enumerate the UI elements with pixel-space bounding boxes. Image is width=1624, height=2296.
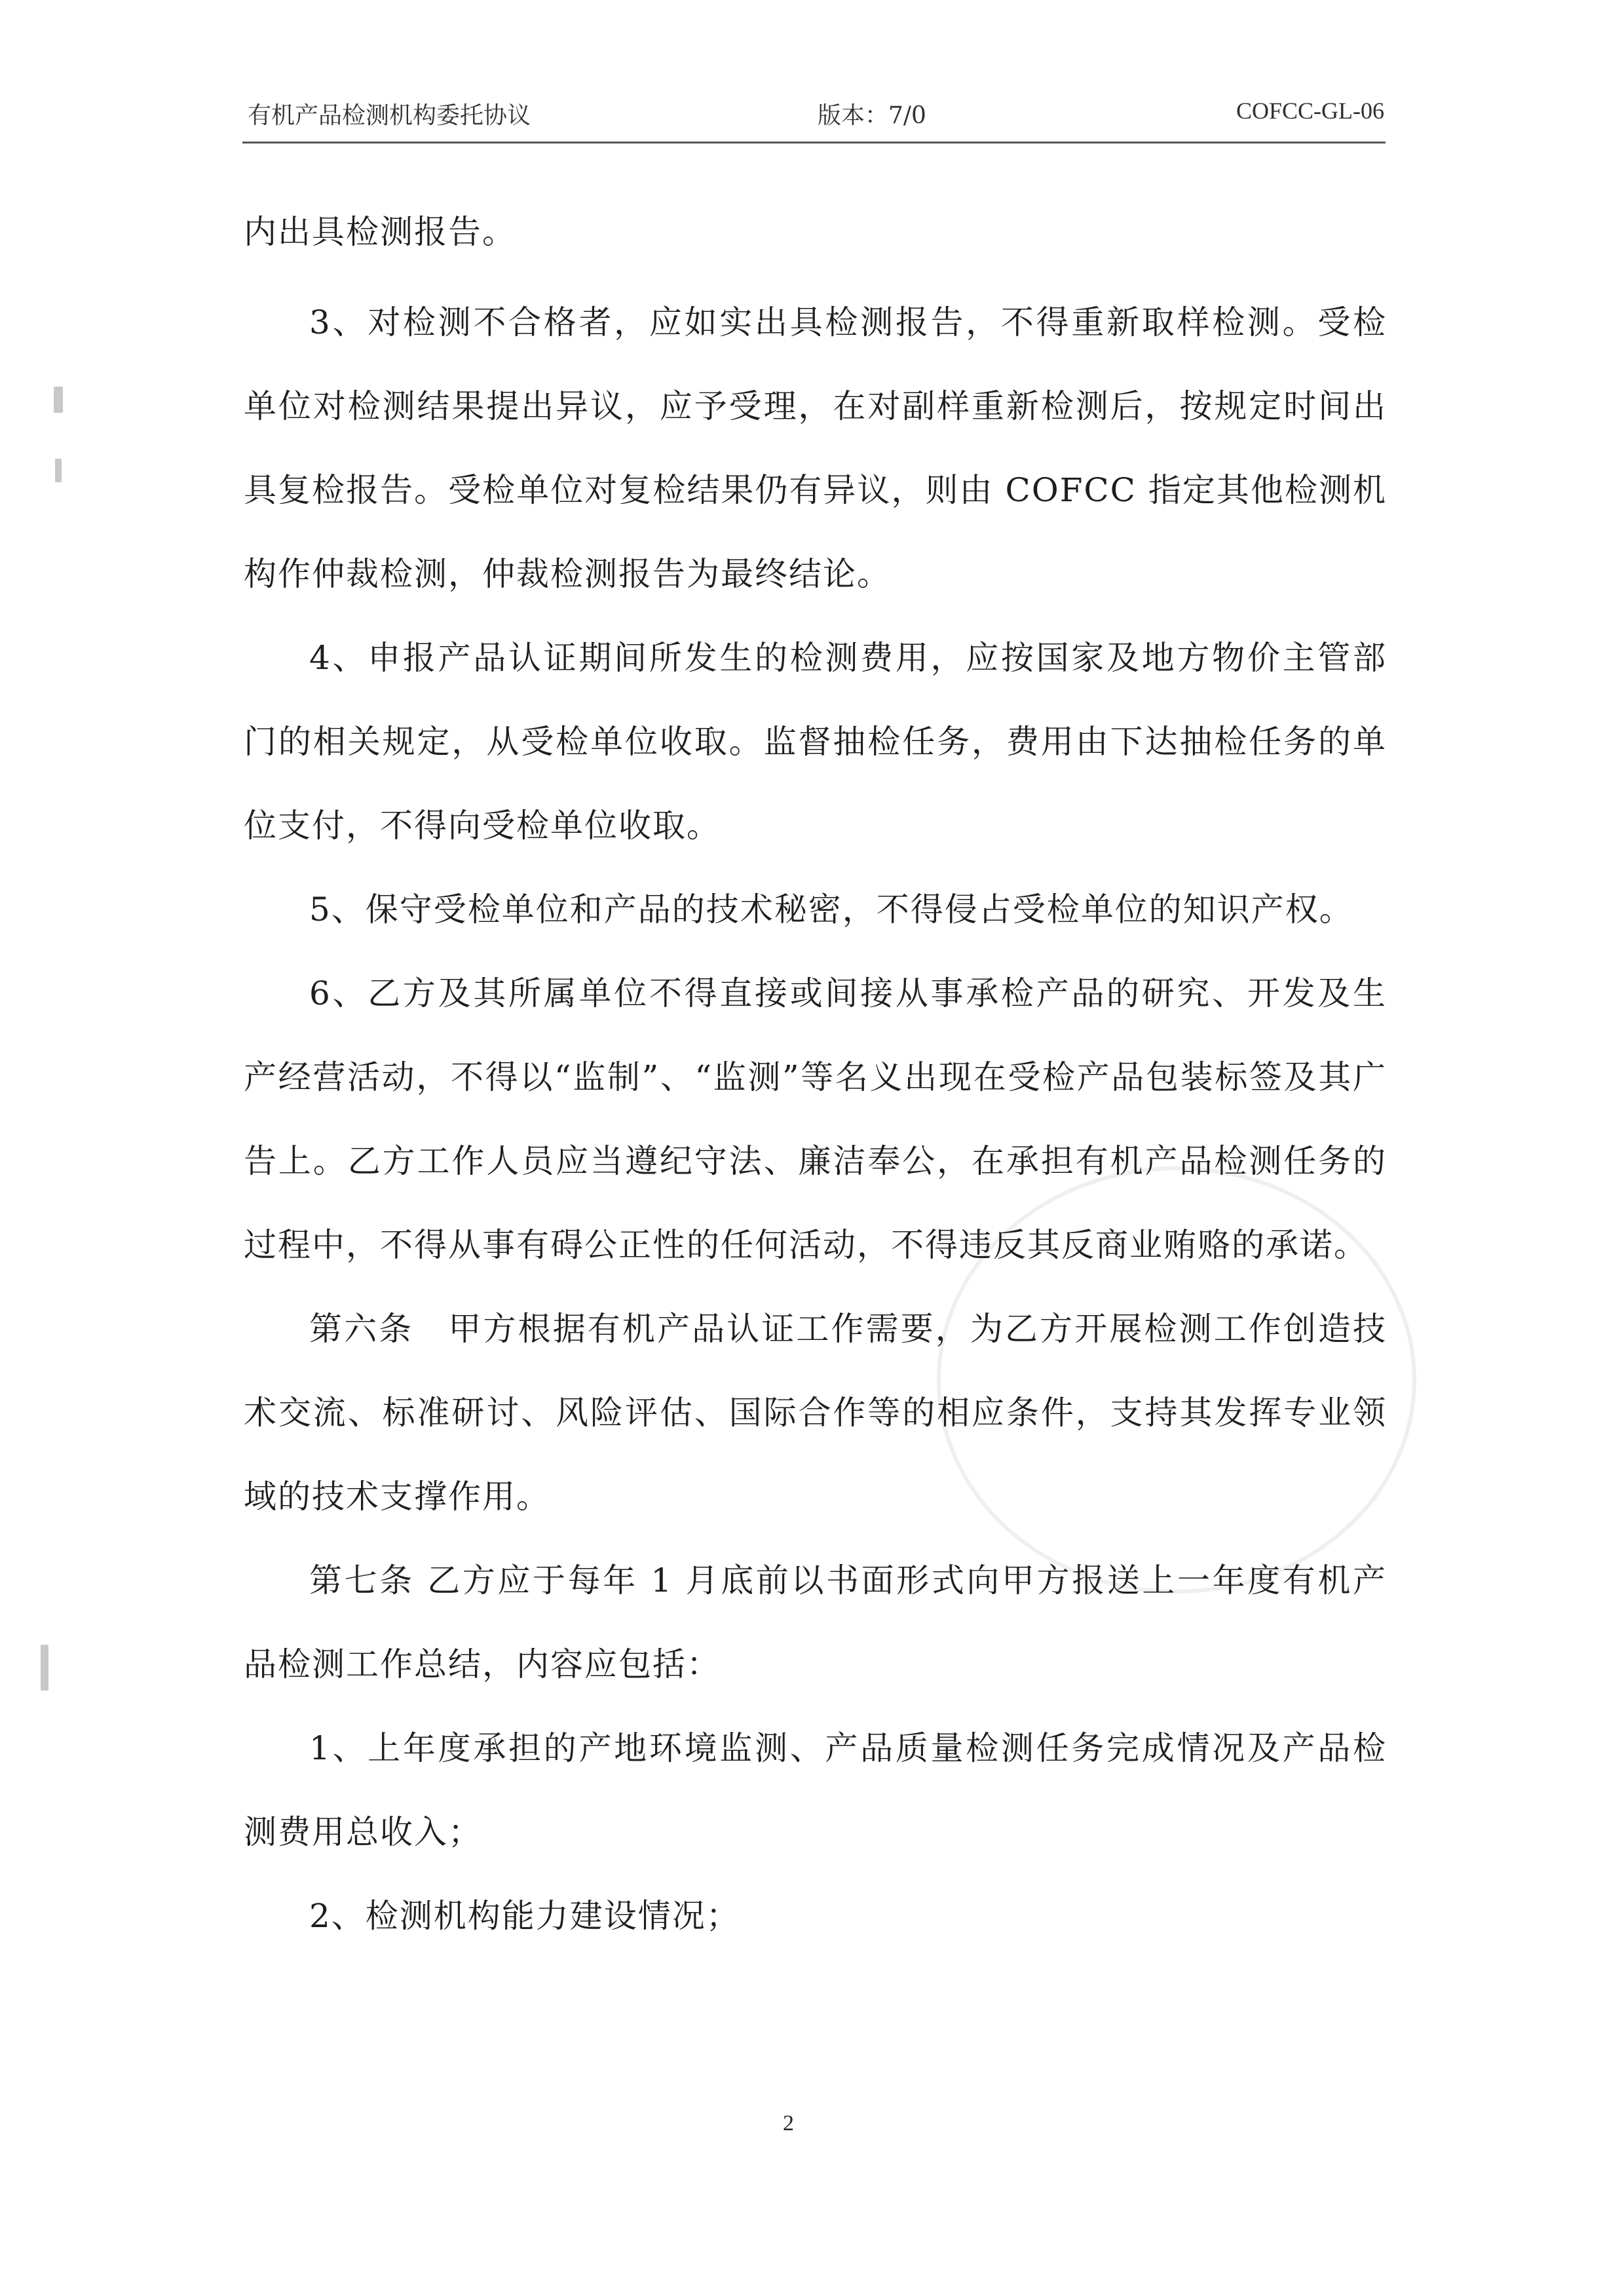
scan-artifact <box>55 459 62 482</box>
header-version: 版本：7/0 <box>818 102 926 129</box>
paragraph-article-7-item-2: 2、检测机构能力建设情况； <box>309 1897 740 1935</box>
paragraph-article-7-item-1: 1、上年度承担的产地环境监测、产品质量检测任务完成情况及产品检测费用总收入； <box>244 1729 1387 1851</box>
page-header <box>248 97 1384 143</box>
paragraph-item-6: 6、乙方及其所属单位不得直接或间接从事承检产品的研究、开发及生产经营活动，不得以“监制”、“监测”等名义出现在受检产品包装标签及其广告上。乙方工作人员应当遵纪守法、廉洁奉公，在承担有机产品检测任务的过程中，不得从事有碍公正性的任何活动，不得违反其反商业贿赂的承诺。 <box>244 974 1387 1264</box>
header-document-title: 有机产品检测机构委托协议 <box>248 102 531 129</box>
header-rule <box>242 142 1386 144</box>
paragraph-item-3: 3、对检测不合格者，应如实出具检测报告，不得重新取样检测。受检单位对检测结果提出异议，应予受理，在对副样重新检测后，按规定时间出具复检报告。受检单位对复检结果仍有异议，则由 COFCC 指定其他检测机构作仲裁检测，仲裁检测报告为最终结论。 <box>244 303 1387 593</box>
scan-artifact <box>54 387 63 413</box>
paragraph-item-4: 4、申报产品认证期间所发生的检测费用，应按国家及地方物价主管部门的相关规定，从受检单位收取。监督抽检任务，费用由下达抽检任务的单位支付，不得向受检单位收取。 <box>244 639 1387 845</box>
paragraph-article-7: 第七条 乙方应于每年 1 月底前以书面形式向甲方报送上一年度有机产品检测工作总结，内容应包括： <box>244 1561 1387 1683</box>
document-body <box>244 190 1387 1958</box>
paragraph-continuation: 内出具检测报告。 <box>244 213 516 251</box>
page-number: 2 <box>783 2111 794 2135</box>
paragraph-article-6: 第六条 甲方根据有机产品认证工作需要，为乙方开展检测工作创造技术交流、标准研讨、风险评估、国际合作等的相应条件，支持其发挥专业领域的技术支撑作用。 <box>244 1310 1387 1516</box>
scan-artifact <box>41 1645 48 1691</box>
paragraph-item-5: 5、保守受检单位和产品的技术秘密，不得侵占受检单位的知识产权。 <box>309 890 1353 928</box>
header-document-code: COFCC-GL-06 <box>1236 98 1384 124</box>
